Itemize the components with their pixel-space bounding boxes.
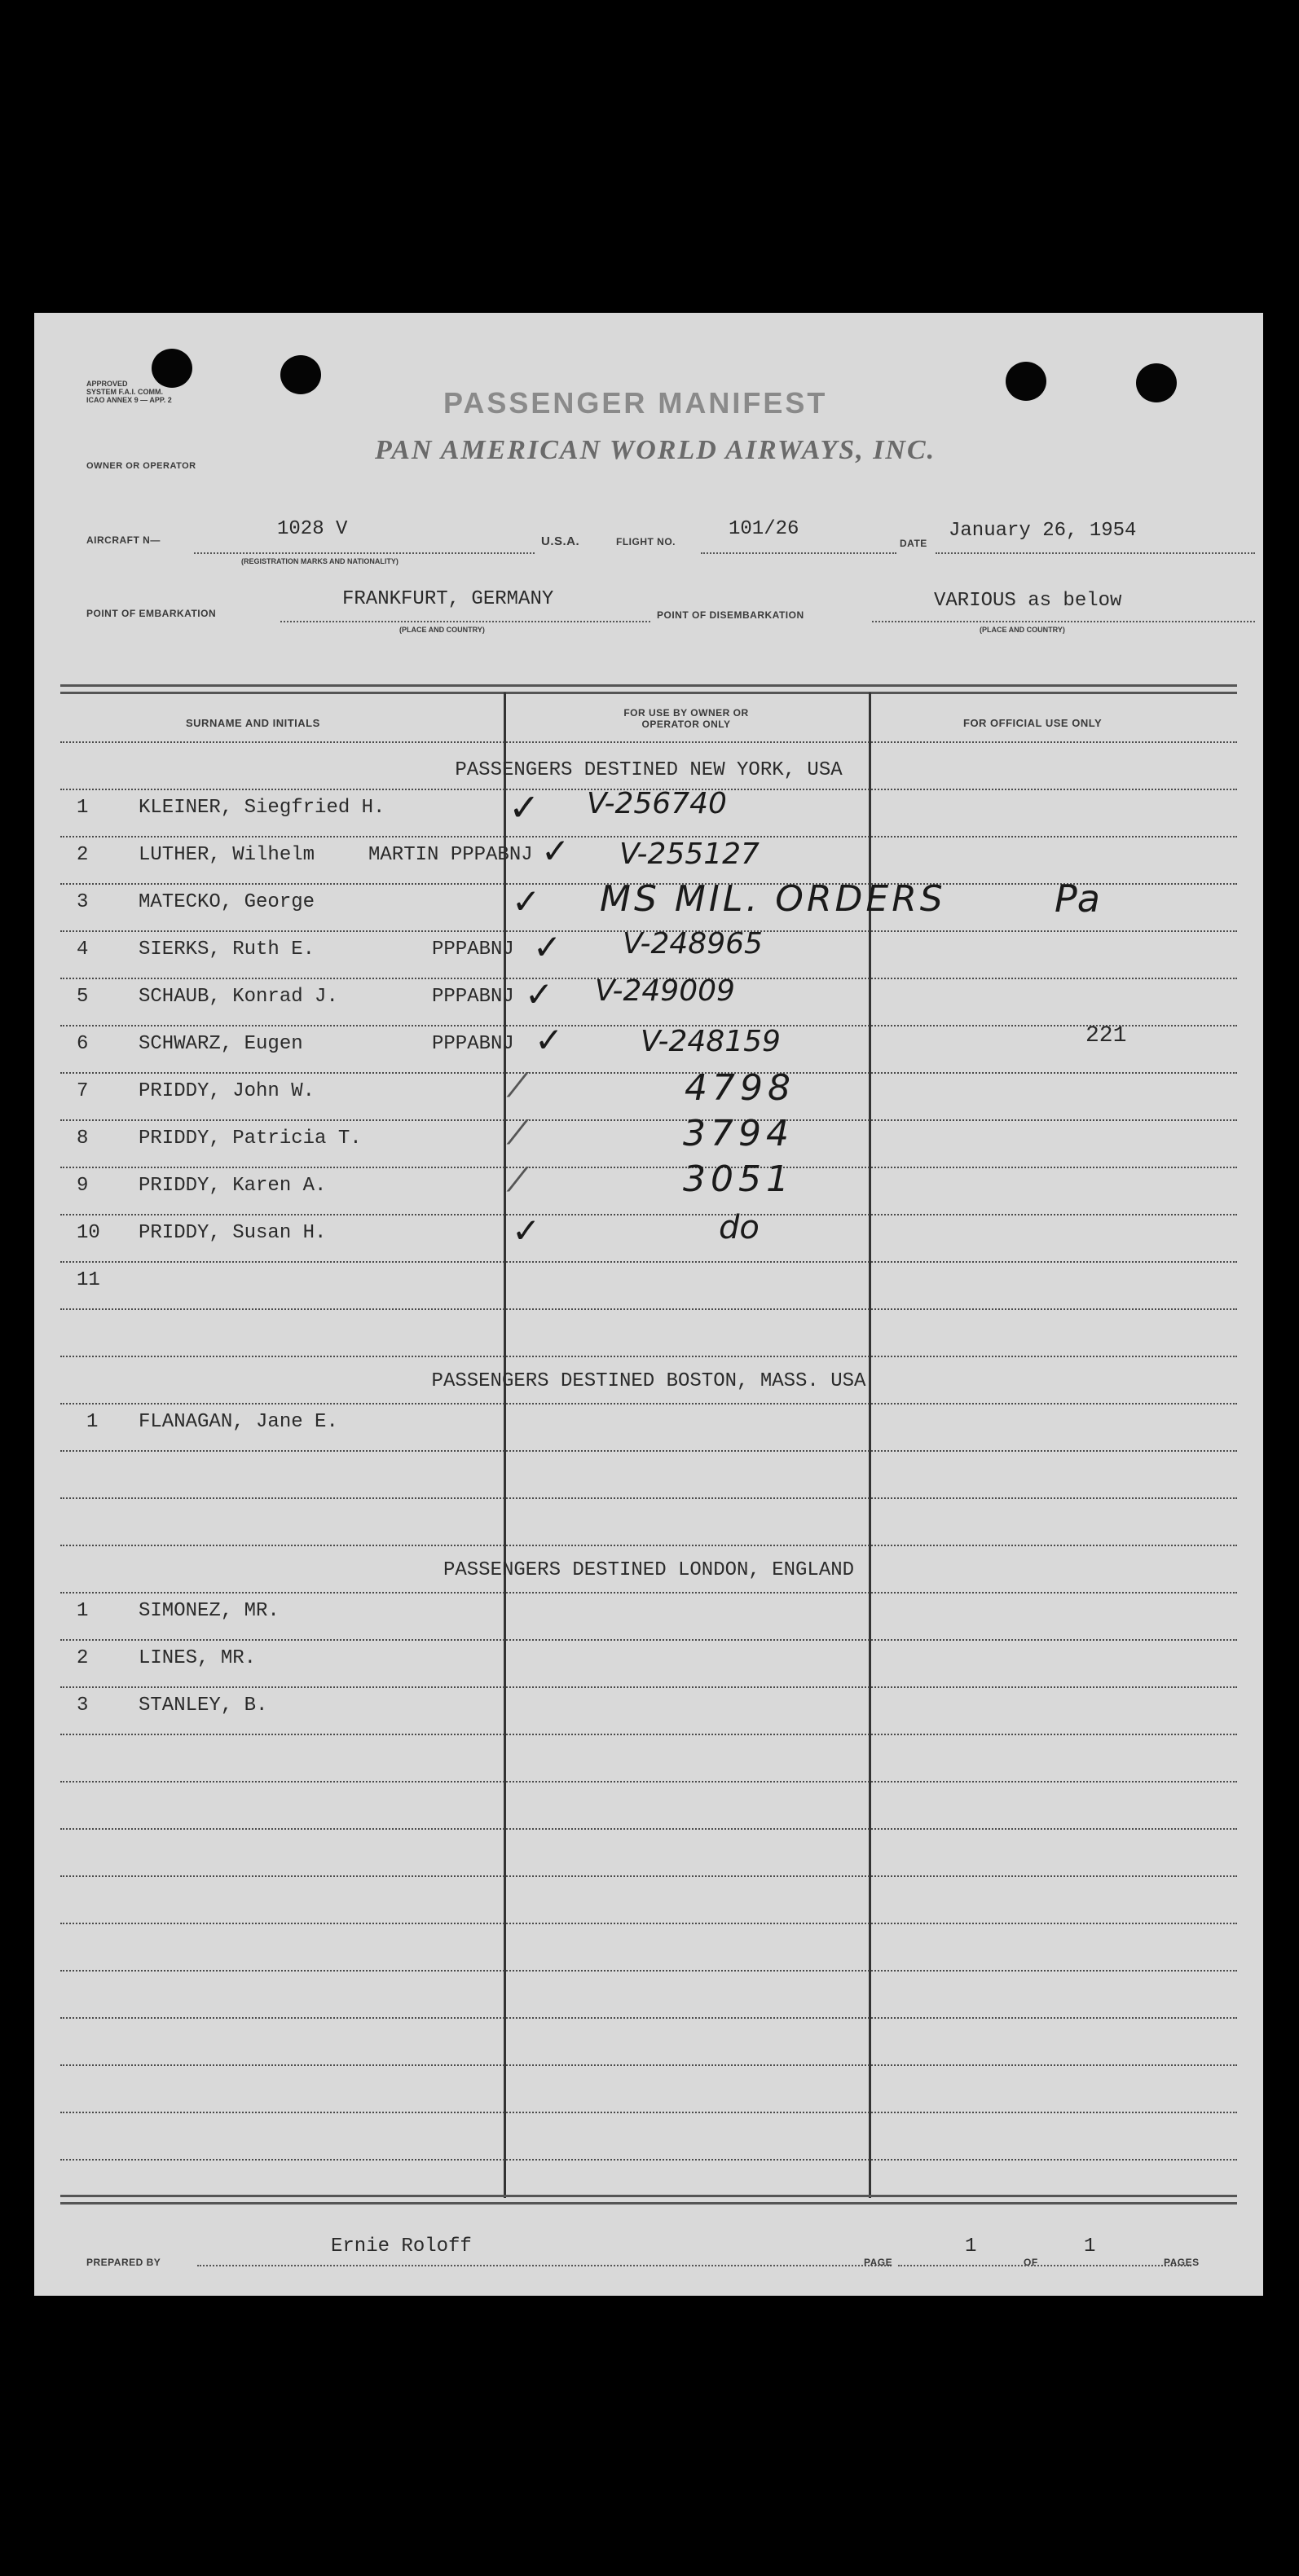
prepared-by-value: Ernie Roloff xyxy=(331,2235,472,2257)
aircraft-label: AIRCRAFT N— xyxy=(86,534,161,546)
row-number: 2 xyxy=(77,1647,89,1669)
aircraft-value: 1028 V xyxy=(277,518,348,540)
embarkation-sub: (PLACE AND COUNTRY) xyxy=(399,626,485,634)
row-number: 3 xyxy=(77,1695,89,1717)
flight-label: FLIGHT NO. xyxy=(616,536,676,547)
row-rule xyxy=(60,1450,1237,1452)
row-rule xyxy=(60,1497,1237,1499)
check-mark: ✓ xyxy=(533,927,562,967)
aircraft-sub: (REGISTRATION MARKS AND NATIONALITY) xyxy=(241,557,399,565)
page-label: PAGE xyxy=(864,2257,893,2268)
owner-label: OWNER OR OPERATOR xyxy=(86,461,196,471)
aircraft-underline xyxy=(194,552,535,554)
passenger-name: STANLEY, B. xyxy=(139,1695,268,1717)
row-rule xyxy=(60,1639,1237,1641)
row-rule xyxy=(60,1592,1237,1594)
table-row xyxy=(34,1269,1263,1305)
embarkation-value: FRANKFURT, GERMANY xyxy=(342,588,554,610)
section-heading: PASSENGERS DESTINED NEW YORK, USA xyxy=(455,759,843,781)
row-number: 1 xyxy=(86,1411,99,1433)
passenger-note: MARTIN PPPABNJ xyxy=(368,844,533,866)
row-number: 5 xyxy=(77,986,89,1008)
visa-number: V-255127 xyxy=(619,837,760,871)
column-header-owner: FOR USE BY OWNER OR OPERATOR ONLY xyxy=(623,707,749,730)
check-mark: ✓ xyxy=(512,881,541,921)
row-rule xyxy=(60,1356,1237,1357)
punch-hole xyxy=(280,355,321,394)
page-total: 1 xyxy=(1084,2235,1096,2257)
disembarkation-sub: (PLACE AND COUNTRY) xyxy=(980,626,1065,634)
row-number: 6 xyxy=(77,1033,89,1055)
column-header-names: SURNAME AND INITIALS xyxy=(186,717,320,729)
tick-mark: ⁄ xyxy=(515,1067,521,1105)
check-mark: ✓ xyxy=(535,1020,564,1060)
table-row xyxy=(34,1158,1263,1211)
date-underline xyxy=(936,552,1255,554)
flight-value: 101/26 xyxy=(729,518,799,540)
ditto-mark: do xyxy=(719,1209,760,1246)
passenger-note: PPPABNJ xyxy=(432,1033,514,1055)
date-value: January 26, 1954 xyxy=(949,520,1137,542)
passenger-name: PRIDDY, John W. xyxy=(139,1080,315,1102)
table-bottom-rule xyxy=(60,2195,1237,2205)
official-mark: Pa xyxy=(1055,877,1100,921)
date-label: DATE xyxy=(900,538,927,549)
passenger-name: SIERKS, Ruth E. xyxy=(139,939,315,961)
row-rule xyxy=(60,1970,1237,1972)
table-row xyxy=(34,1695,1263,1730)
manifest-title: PASSENGER MANIFEST xyxy=(443,386,828,420)
passenger-name: PRIDDY, Susan H. xyxy=(139,1222,327,1244)
row-rule xyxy=(60,1828,1237,1830)
table-row xyxy=(34,1020,1263,1069)
hand-number: 3794 xyxy=(683,1113,794,1154)
row-rule xyxy=(60,1686,1237,1688)
table-row xyxy=(34,1067,1263,1116)
prepared-by-label: PREPARED BY xyxy=(86,2257,161,2268)
row-number: 2 xyxy=(77,844,89,866)
row-number: 7 xyxy=(77,1080,89,1102)
row-rule xyxy=(60,1119,1237,1121)
prepared-by-underline xyxy=(197,2265,892,2266)
row-number: 1 xyxy=(77,1600,89,1622)
page-underline xyxy=(898,2265,1191,2266)
row-rule xyxy=(60,2159,1237,2161)
tick-mark: ⁄ xyxy=(515,1162,521,1199)
row-number: 9 xyxy=(77,1175,89,1197)
row-rule xyxy=(60,1261,1237,1263)
embarkation-label: POINT OF EMBARKATION xyxy=(86,608,217,619)
row-rule xyxy=(60,2112,1237,2113)
passenger-name: LINES, MR. xyxy=(139,1647,257,1669)
table-row xyxy=(34,785,1263,833)
approval-note: APPROVED SYSTEM F.A.I. COMM. ICAO ANNEX 9 — APP. 2 xyxy=(86,380,172,404)
passenger-note: PPPABNJ xyxy=(432,939,514,961)
table-row xyxy=(34,831,1263,880)
row-rule xyxy=(60,2017,1237,2019)
table-row xyxy=(34,1113,1263,1163)
row-rule xyxy=(60,1214,1237,1215)
row-rule xyxy=(60,1308,1237,1310)
header-rule xyxy=(60,741,1237,743)
table-row xyxy=(34,927,1263,974)
passenger-name: SCHAUB, Konrad J. xyxy=(139,986,338,1008)
row-rule xyxy=(60,1403,1237,1404)
section-heading: PASSENGERS DESTINED BOSTON, MASS. USA xyxy=(431,1370,866,1392)
table-row xyxy=(34,1209,1263,1258)
section-heading: PASSENGERS DESTINED LONDON, ENGLAND xyxy=(443,1559,855,1581)
row-rule xyxy=(60,1072,1237,1074)
punch-hole xyxy=(1006,362,1046,401)
hand-number: 3051 xyxy=(683,1158,794,1200)
table-row xyxy=(34,1647,1263,1683)
row-rule xyxy=(60,1875,1237,1877)
hand-number: 4798 xyxy=(685,1067,795,1109)
row-number: 11 xyxy=(77,1269,100,1291)
visa-number: V-249009 xyxy=(595,974,735,1008)
of-label: OF xyxy=(1024,2257,1038,2268)
check-mark: ✓ xyxy=(541,831,570,871)
punch-hole xyxy=(1136,363,1177,402)
passenger-name: LUTHER, Wilhelm xyxy=(139,844,315,866)
table-row xyxy=(34,1411,1263,1447)
row-number: 10 xyxy=(77,1222,100,1244)
pages-label: PAGES xyxy=(1164,2257,1200,2268)
passenger-name: MATECKO, George xyxy=(139,891,315,913)
column-header-official: FOR OFFICIAL USE ONLY xyxy=(963,717,1103,729)
row-rule xyxy=(60,1545,1237,1546)
row-rule xyxy=(60,1734,1237,1735)
manifest-document xyxy=(34,313,1263,2296)
row-number: 1 xyxy=(77,797,89,819)
embarkation-underline xyxy=(280,621,650,622)
disembarkation-underline xyxy=(872,621,1255,622)
row-number: 8 xyxy=(77,1128,89,1150)
company-name: PAN AMERICAN WORLD AIRWAYS, INC. xyxy=(375,435,936,465)
row-rule xyxy=(60,2064,1237,2066)
row-number: 4 xyxy=(77,939,89,961)
passenger-note: PPPABNJ xyxy=(432,986,514,1008)
page-number: 1 xyxy=(965,2235,977,2257)
aircraft-country: U.S.A. xyxy=(541,534,580,548)
passenger-name: SIMONEZ, MR. xyxy=(139,1600,280,1622)
official-number: 221 xyxy=(1085,1023,1127,1048)
disembarkation-value: VARIOUS as below xyxy=(934,590,1122,612)
military-orders-note: MS MIL. ORDERS xyxy=(600,878,946,920)
row-rule xyxy=(60,1923,1237,1924)
row-rule xyxy=(60,1781,1237,1783)
visa-number: V-256740 xyxy=(587,787,727,820)
table-row xyxy=(34,974,1263,1022)
disembarkation-label: POINT OF DISEMBARKATION xyxy=(657,609,804,621)
table-top-rule xyxy=(60,684,1237,694)
check-mark: ✓ xyxy=(509,785,540,829)
check-mark: ✓ xyxy=(512,1211,541,1251)
table-row xyxy=(34,877,1263,927)
passenger-name: SCHWARZ, Eugen xyxy=(139,1033,303,1055)
check-mark: ✓ xyxy=(525,974,554,1014)
passenger-name: KLEINER, Siegfried H. xyxy=(139,797,385,819)
visa-number: V-248159 xyxy=(641,1025,781,1058)
tick-mark: ⁄ xyxy=(515,1114,521,1152)
visa-number: V-248965 xyxy=(623,927,763,961)
passenger-name: FLANAGAN, Jane E. xyxy=(139,1411,338,1433)
passenger-name: PRIDDY, Patricia T. xyxy=(139,1128,362,1150)
row-rule xyxy=(60,1167,1237,1168)
flight-underline xyxy=(701,552,896,554)
passenger-name: PRIDDY, Karen A. xyxy=(139,1175,327,1197)
row-number: 3 xyxy=(77,891,89,913)
table-row xyxy=(34,1600,1263,1636)
